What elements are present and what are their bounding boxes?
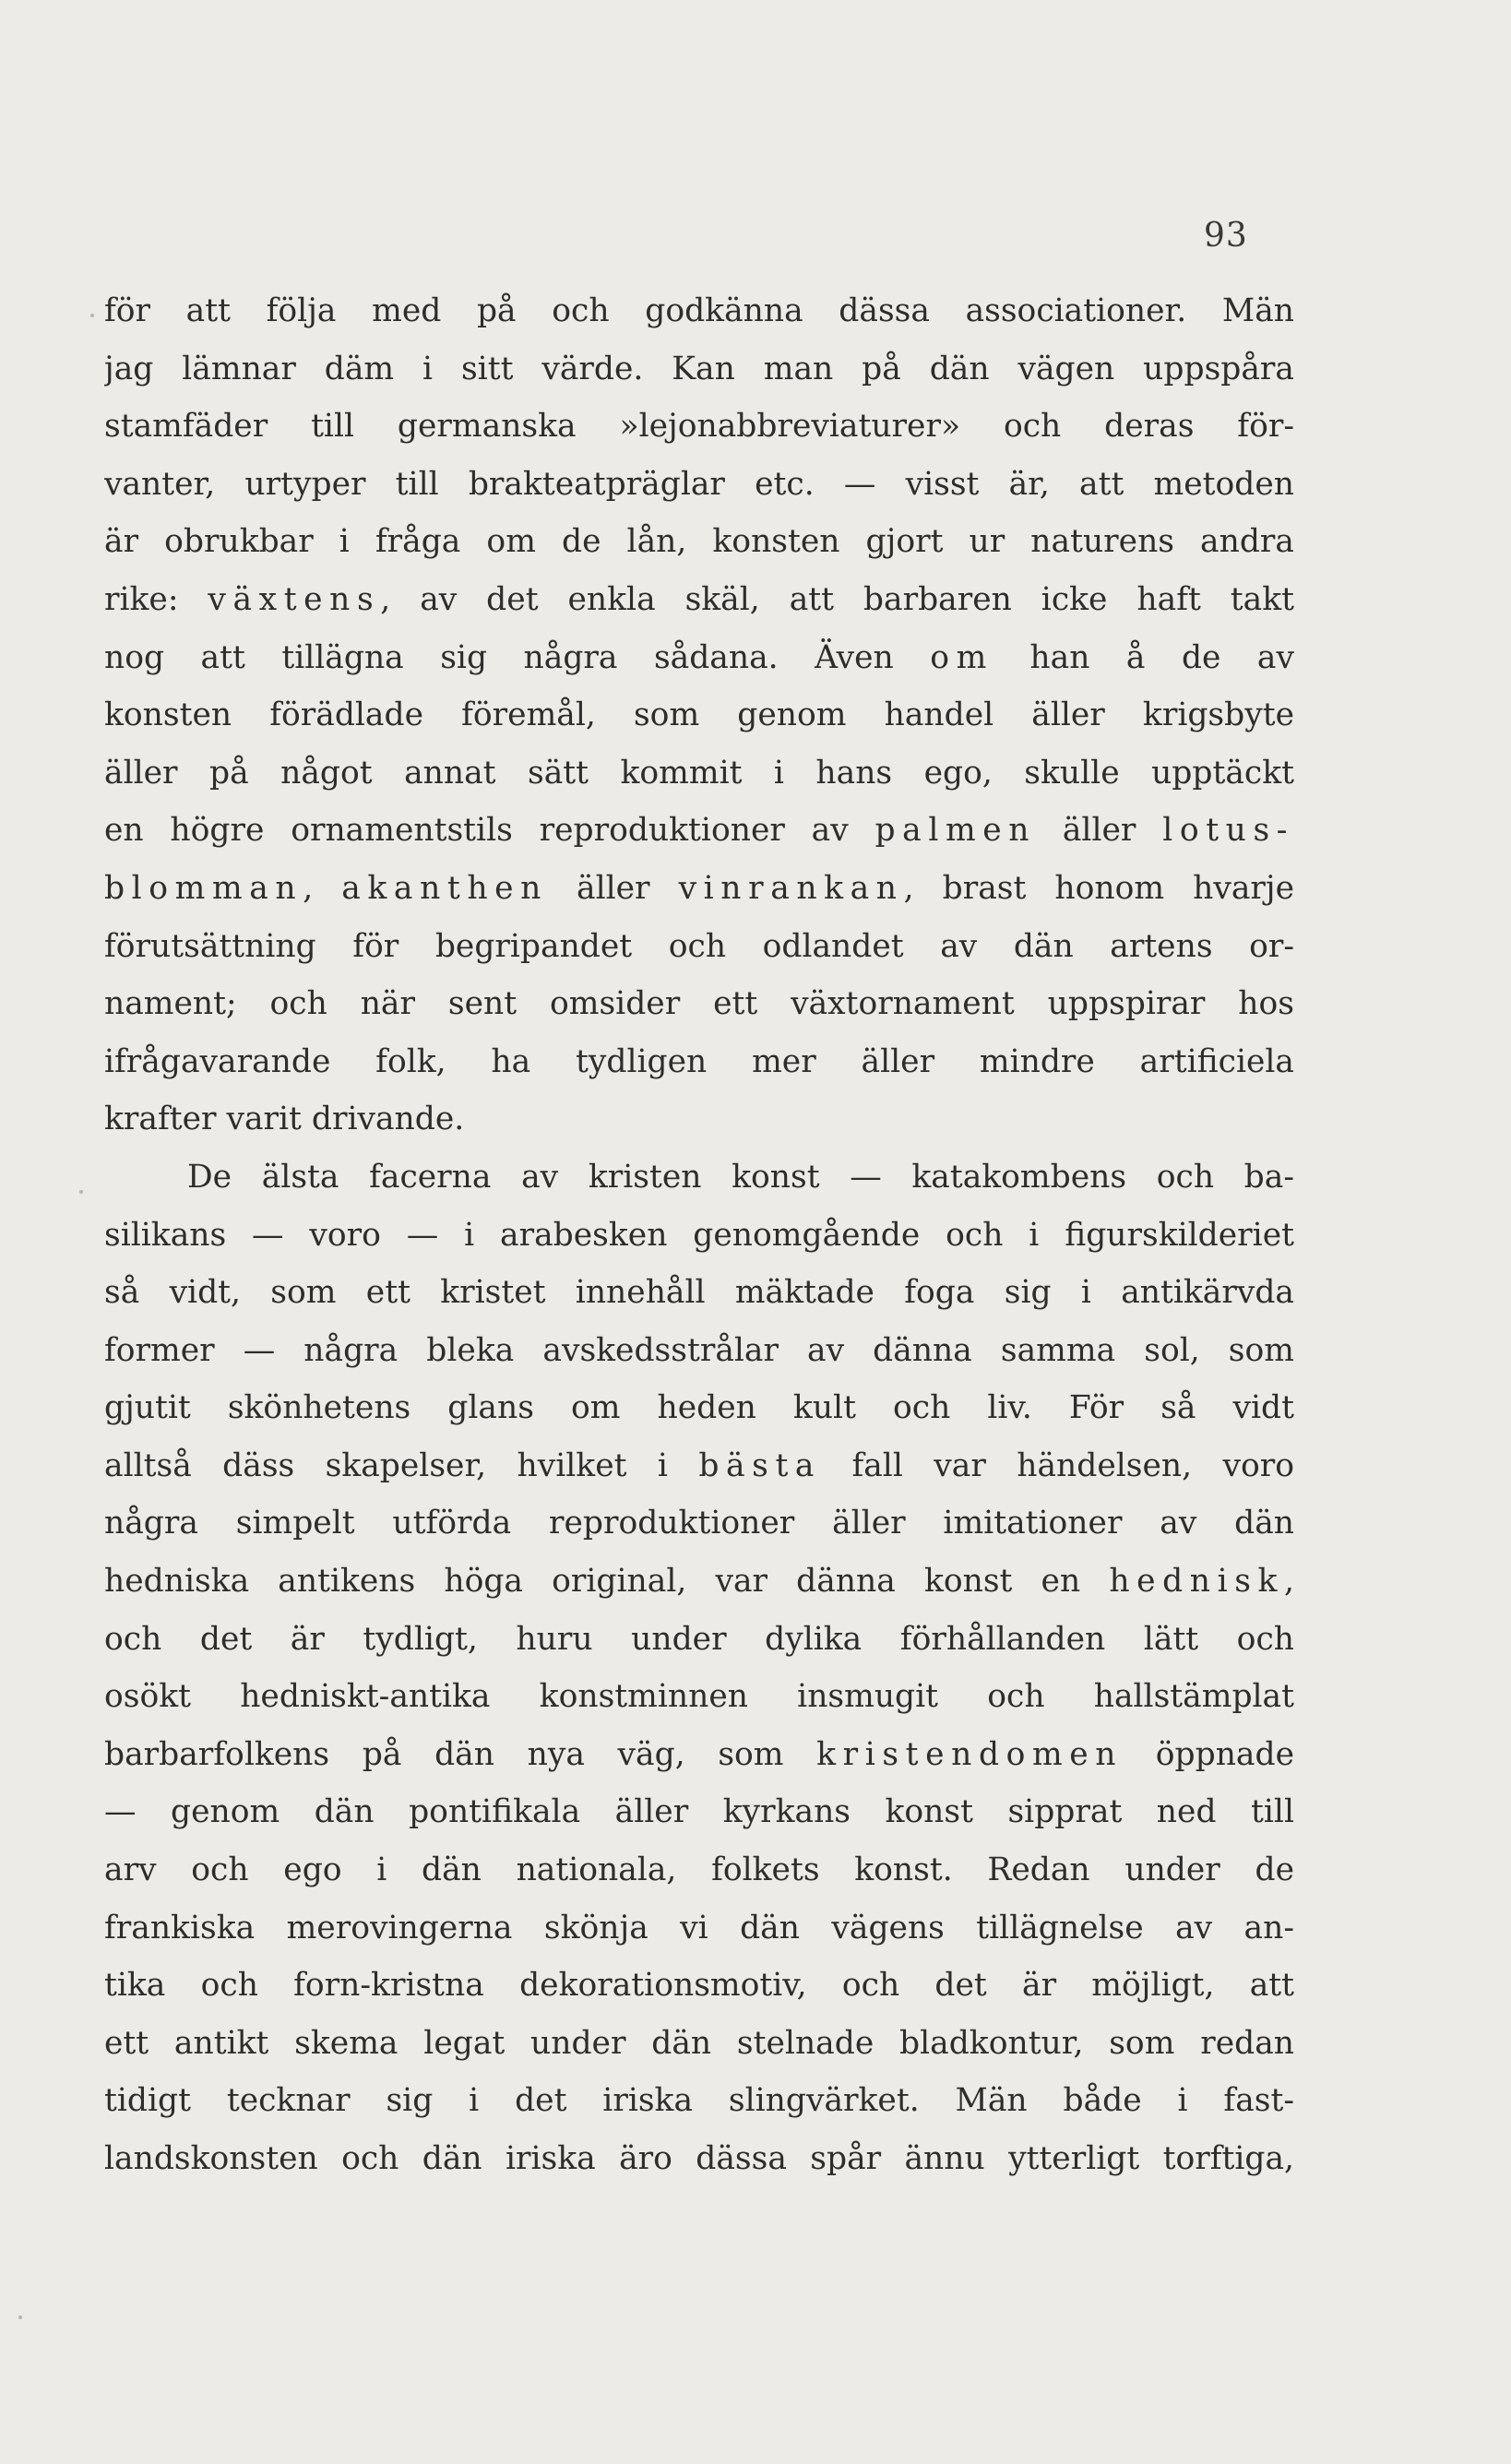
text-line (104, 744, 1294, 803)
spaced-emphasis: blomman (104, 869, 303, 907)
text-segment: osökt hedniskt-antika konstminnen insmugit och hallstämplat (104, 1678, 1294, 1716)
text-segment: äller på något annat sätt kommit i hans ego, skulle upptäckt (104, 754, 1294, 792)
text-line (104, 2015, 1294, 2073)
text-segment: är obrukbar i fråga om de lån, konsten gjort ur naturens andra (104, 523, 1294, 561)
text-segment: några simpelt utförda reproduktioner äller imitationer av dän (104, 1505, 1294, 1542)
text-line (104, 918, 1294, 976)
text-segment: nament; och när sent omsider ett växtornament uppspirar hos (104, 985, 1294, 1023)
page-speck (90, 314, 94, 317)
text-line (104, 1611, 1294, 1669)
text-line (104, 1957, 1294, 2015)
spaced-emphasis: akanthen (341, 869, 548, 907)
text-line (104, 1379, 1294, 1437)
text-segment: stamfäder till germanska »lejonabbreviaturer» och deras för- (104, 408, 1294, 446)
page-speck (79, 1190, 83, 1194)
text-segment: , brast honom hvarje (903, 869, 1294, 907)
paragraph (104, 282, 1294, 1149)
text-line (104, 1033, 1294, 1091)
text-segment: , (303, 869, 342, 907)
text-segment: , av det enkla skäl, att barbaren icke haft takt (380, 580, 1294, 618)
text-segment: — genom dän pontifikala äller kyrkans konst sipprat ned till (104, 1793, 1294, 1831)
text-segment: arv och ego i dän nationala, folkets konst. Redan under de (104, 1851, 1294, 1889)
text-line (104, 629, 1294, 687)
spaced-emphasis: lotus- (1162, 812, 1294, 850)
spaced-emphasis: växtens (208, 580, 381, 618)
paragraph (104, 1149, 1294, 2188)
text-segment: fall var händelsen, voro (821, 1446, 1294, 1484)
text-segment: nog att tillägna sig några sådana. Även (104, 638, 931, 676)
text-line (104, 1322, 1294, 1380)
text-line (104, 860, 1294, 918)
text-segment: tika och forn-kristna dekorationsmotiv, och det är möjligt, att (104, 1967, 1294, 2005)
text-line (104, 1494, 1294, 1553)
text-segment: former — några bleka avskedsstrålar av dänna samma sol, som (104, 1331, 1294, 1369)
text-line (104, 802, 1294, 860)
text-segment: krafter varit drivande. (104, 1101, 465, 1138)
page-number: 93 (1204, 217, 1248, 255)
text-line (104, 975, 1294, 1033)
text-segment: frankiska merovingerna skönja vi dän vägens tillägnelse av an- (104, 1909, 1294, 1946)
text-line (104, 456, 1294, 514)
spaced-emphasis: kristendomen (816, 1735, 1124, 1773)
text-line (104, 398, 1294, 456)
spaced-emphasis: hednisk (1109, 1563, 1285, 1601)
text-segment: tidigt tecknar sig i det iriska slingvärket. Män både i fast- (104, 2082, 1294, 2120)
text-line (104, 1149, 1294, 1207)
text-segment: förutsättning för begripandet och odlandet av dän artens or- (104, 927, 1294, 965)
text-segment: äller (547, 869, 679, 907)
text-line (104, 1207, 1294, 1265)
text-segment: han å de av (993, 638, 1294, 676)
text-line (104, 282, 1294, 340)
spaced-emphasis: bästa (698, 1446, 822, 1484)
text-segment: silikans — voro — i arabesken genomgående och i figurskilderiet (104, 1216, 1294, 1254)
text-segment: , (1284, 1563, 1294, 1601)
text-segment: De älsta facerna av kristen konst — katakombens och ba- (187, 1158, 1294, 1196)
spaced-emphasis: palmen (874, 812, 1037, 850)
text-line (104, 513, 1294, 571)
text-segment: äller (1036, 812, 1163, 850)
spaced-emphasis: om (930, 638, 993, 676)
text-line (104, 1899, 1294, 1958)
text-segment: för att följa med på och godkänna dässa associationer. Män (104, 292, 1294, 329)
text-segment: vanter, urtyper till brakteatpräglar etc. — visst är, att metoden (104, 465, 1294, 503)
text-line (104, 2072, 1294, 2130)
text-line (104, 1783, 1294, 1841)
text-line (104, 2130, 1294, 2188)
text-line (104, 1841, 1294, 1899)
text-segment: och det är tydligt, huru under dylika förhållanden lätt och (104, 1620, 1294, 1658)
spaced-emphasis: vinrankan (678, 869, 904, 907)
text-segment: öppnade (1123, 1735, 1294, 1773)
text-line (104, 686, 1294, 744)
page-speck (18, 2315, 22, 2319)
text-segment: hedniska antikens höga original, var dänna konst en (104, 1563, 1110, 1601)
text-line (104, 340, 1294, 399)
text-segment: landskonsten och dän iriska äro dässa spår ännu ytterligt torftiga, (104, 2140, 1294, 2177)
text-segment: barbarfolkens på dän nya väg, som (104, 1735, 817, 1773)
text-segment: ifrågavarande folk, ha tydligen mer äller mindre artificiela (104, 1042, 1294, 1080)
text-segment: gjutit skönhetens glans om heden kult och liv. För så vidt (104, 1389, 1294, 1427)
text-line (104, 1090, 1294, 1149)
text-segment: en högre ornamentstils reproduktioner av (104, 812, 875, 850)
text-line (104, 571, 1294, 629)
text-line (104, 1553, 1294, 1611)
text-segment: konsten förädlade föremål, som genom handel äller krigsbyte (104, 696, 1294, 734)
text-line (104, 1726, 1294, 1784)
text-segment: så vidt, som ett kristet innehåll mäktade foga sig i antikärvda (104, 1274, 1294, 1312)
body-text (104, 282, 1294, 2188)
text-segment: jag lämnar däm i sitt värde. Kan man på dän vägen uppspåra (104, 350, 1294, 387)
text-line (104, 1437, 1294, 1495)
text-line (104, 1668, 1294, 1726)
text-segment: rike: (104, 580, 208, 618)
text-segment: alltså däss skapelser, hvilket i (104, 1446, 699, 1484)
text-line (104, 1264, 1294, 1322)
text-segment: ett antikt skema legat under dän stelnade bladkontur, som redan (104, 2024, 1294, 2062)
